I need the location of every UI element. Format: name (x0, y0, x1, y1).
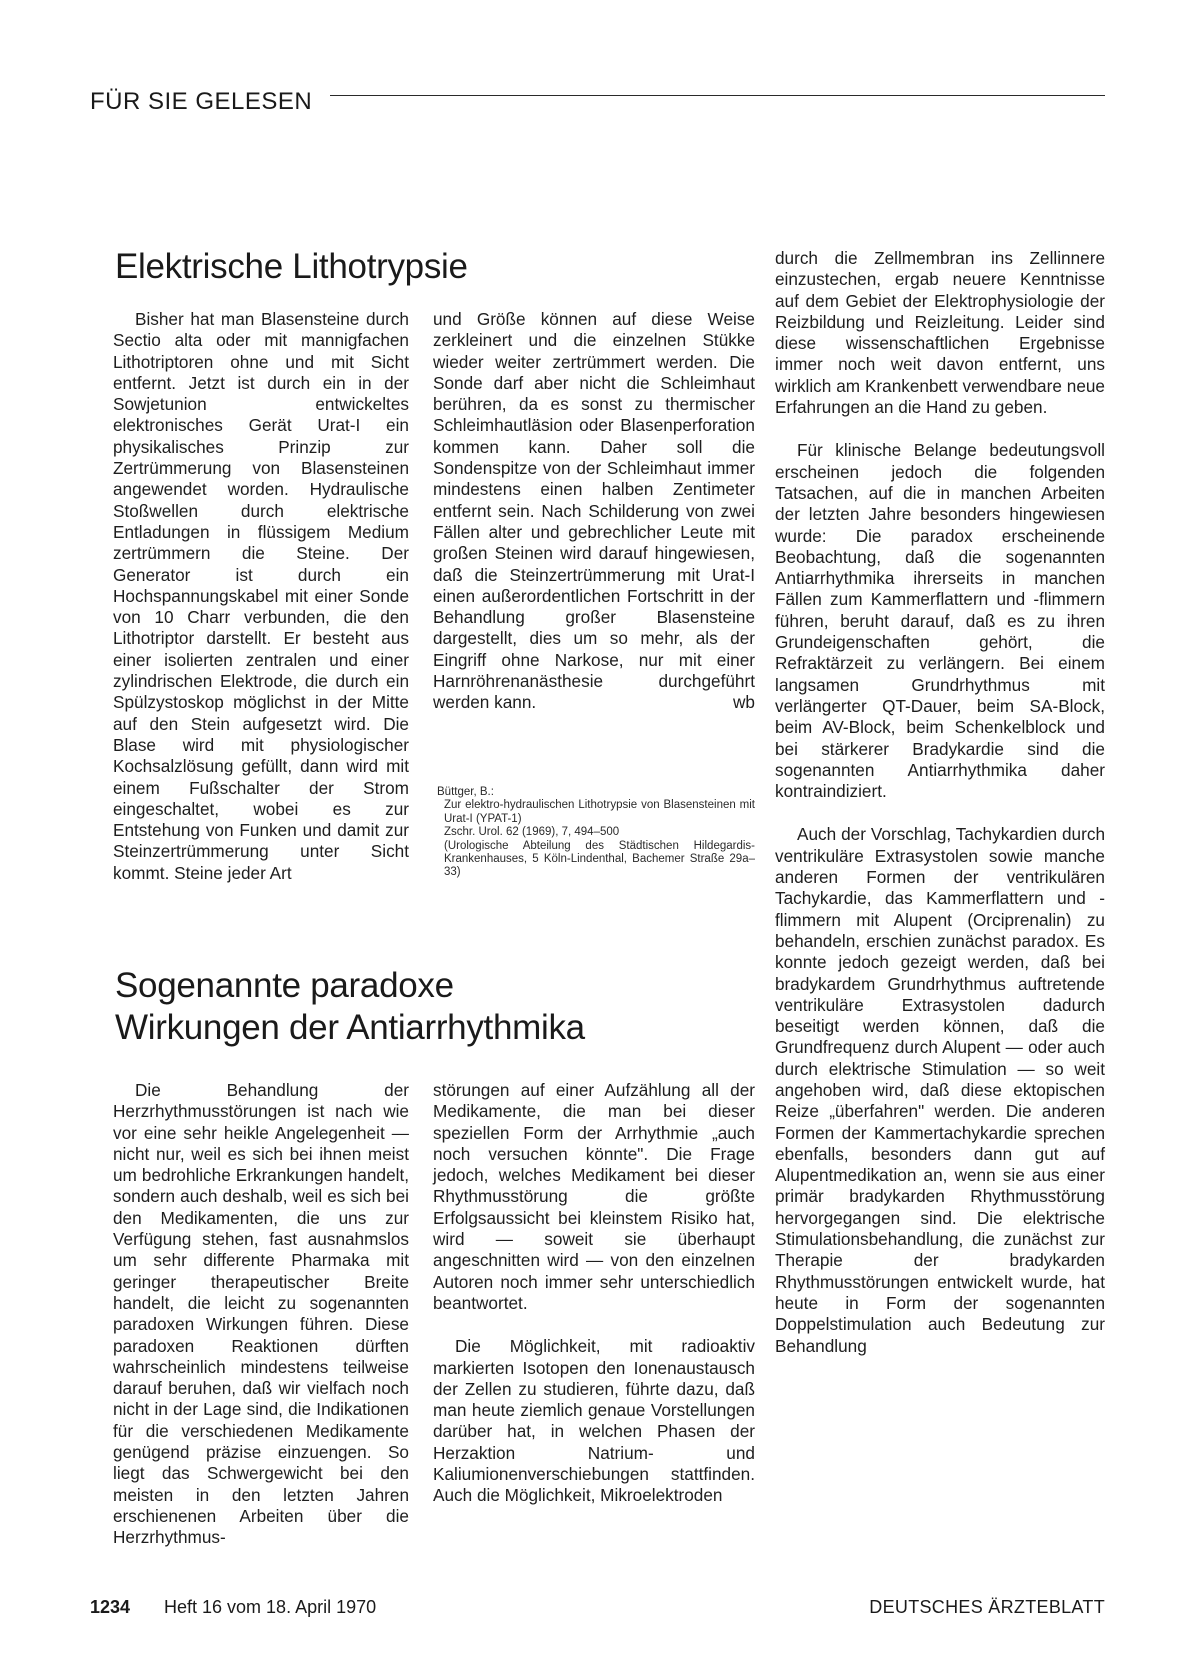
article1-title: Elektrische Lithotrypsie (115, 247, 468, 286)
header-rule (330, 95, 1105, 96)
page-number: 1234 (90, 1597, 131, 1617)
article1-col1 (113, 309, 409, 884)
article2-col3 (775, 248, 1105, 1357)
issue-info: Heft 16 vom 18. April 1970 (164, 1597, 377, 1617)
reference-journal: Zschr. Urol. 62 (1969), 7, 494–500 (444, 826, 620, 839)
reference-title: Zur elektro-hydraulischen Lithotrypsie von Blasensteinen mit Urat-I (YPAT-1) (444, 799, 755, 825)
article2-title-line2: Wirkungen der Antiarrhythmika (115, 1008, 585, 1047)
article1-col2 (433, 309, 755, 714)
article2-col2 (433, 1080, 755, 1507)
article2-col3-p1: durch die Zellmembran ins Zellinnere einzustechen, ergab neuere Kenntnisse auf dem Gebiet der Elektrophysiologie der Reizbildung und Reizleitung. Leider sind diese wissenschaftlichen Ergebnisse immer noch weit davon entfernt, uns wirklich am Krankenbett verwendbare neue Erfahrungen an die Hand zu geben. (775, 248, 1105, 418)
article2-col2-p1: störungen auf einer Aufzählung all der Medikamente, die man bei dieser speziellen Form der Arrhythmie „auch noch versuchen könnte". Die Frage jedoch, welches Medikament bei dieser Rhythmusstörung die größte Erfolgsaussicht bei kleinstem Risiko hat, wird — soweit sie überhaupt angeschnitten wird — von den einzelnen Autoren noch immer sehr unterschiedlich beantwortet. (433, 1080, 755, 1313)
article2-title-line1: Sogenannte paradoxe (115, 966, 454, 1005)
article2-col1-text: Die Behandlung der Herzrhythmusstörungen ist nach wie vor eine sehr heikle Angelegenheit — nicht nur, weil es sich bei ihnen meist um bedrohliche Erkrankungen handelt, sondern auch deshalb, weil es sich bei den Medikamenten, die uns zur Verfügung stehen, fast ausnahmslos um sehr differente Pharmaka mit geringer therapeutischer Breite handelt, die leicht zu sogenannten paradoxen Wirkungen führen. Diese paradoxen Reaktionen dürften wahrscheinlich mindestens teilweise darauf beruhen, daß wir vielfach noch nicht in der Lage sind, die Indikationen für die verschiedenen Medikamente genügend präzise einzuengen. So liegt das Schwergewicht bei den meisten in den letzten Jahren erschienenen Arbeiten über die Herzrhythmus- (113, 1080, 409, 1548)
reference-author: Büttger, B.: (437, 786, 494, 798)
article1-col1-text: Bisher hat man Blasensteine durch Sectio alta oder mit mannigfachen Lithotriptoren ohne und mit Sicht entfernt. Jetzt ist durch ein in der Sowjetunion entwickeltes elektronisches Gerät Urat-I ein physikalisches Prinzip zur Zertrümmerung von Blasensteinen angewendet worden. Hydraulische Stoßwellen durch elektrische Entladungen in flüssigem Medium zertrümmern die Steine. Der Generator ist durch ein Hochspannungskabel mit einer Sonde von 10 Charr verbunden, die den Lithotriptor darstellt. Er besteht aus einer isolierten zentralen und einer zylindrischen Elektrode, die durch ein Spülzystoskop möglichst in der Mitte auf den Stein aufgesetzt wird. Die Blase wird mit physiologischer Kochsalzlösung gefüllt, dann wird mit einem Fußschalter der Strom eingeschaltet, wobei es zur Entstehung von Funken und damit zur Steinzertrümmerung unter Sicht kommt. Steine jeder Art (113, 309, 409, 883)
journal-name: DEUTSCHES ÄRZTEBLATT (869, 1597, 1105, 1617)
article2-col3-p3: Auch der Vorschlag, Tachykardien durch ventrikuläre Extrasystolen sowie manche anderen Formen der ventrikulären Tachykardie, das Kammerflattern und -flimmern mit Alupent (Orciprenalin) zu behandeln, erschien zunächst paradox. Es konnte jedoch gezeigt werden, daß bei bradykardem Grundrhythmus auftretende ventrikuläre Extrasystolen dadurch beseitigt werden können, daß die Grundfrequenz durch Alupent — oder auch durch elektrische Stimulation — so weit angehoben wird, daß diese ektopischen Reize „überfahren" werden. Die anderen Formen der Kammertachykardie sprechen ebenfalls, besonders dann gut auf Alupentmedikation an, wenn sie aus einer primär bradykarden Rhythmusstörung hervorgegangen sind. Die elektrische Stimulationsbehandlung, die zunächst zur Therapie der bradykarden Rhythmusstörungen entwickelt wurde, hat heute in Form der sogenannten Doppelstimulation auch Bedeutung zur Behandlung (775, 824, 1105, 1356)
article2-col1 (113, 1080, 409, 1549)
section-label: FÜR SIE GELESEN (90, 88, 313, 115)
article2-col3-p2: Für klinische Belange bedeutungsvoll erscheinen jedoch die folgenden Tatsachen, auf die in manchen Arbeiten der letzten Jahre besonders hingewiesen wurde: Die paradox erscheinende Beobachtung, daß die sogenannten Antiarrhythmika ihrerseits in manchen Fällen zum Kammerflattern und -flimmern führen, beruht darauf, daß es zu ihren Grundeigenschaften gehört, die Refraktärzeit zu verlängern. Bei einem langsamen Grundrhythmus mit verlängerter QT-Dauer, beim SA-Block, beim AV-Block, beim Schenkelblock und bei stärkerer Bradykardie sind die sogenannten Antiarrhythmika daher kontraindiziert. (775, 440, 1105, 802)
article2-col2-p2: Die Möglichkeit, mit radioaktiv markierten Isotopen den Ionenaustausch der Zellen zu studieren, führte dazu, daß man heute ziemlich genaue Vorstellungen darüber hat, in welchen Phasen der Herzaktion Natrium- und Kaliumionenverschiebungen stattfinden. Auch die Möglichkeit, Mikroelektroden (433, 1336, 755, 1506)
article1-col2-text: und Größe können auf diese Weise zerkleinert und die einzelnen Stükke wieder weiter zertrümmert werden. Die Sonde darf aber nicht die Schleimhaut berühren, da es sonst zu thermischer Schleimhautläsion oder Blasenperforation kommen kann. Daher soll die Sondenspitze von der Schleimhaut immer mindestens einen halben Zentimeter entfernt sein. Nach Schilderung von zwei Fällen alter und gebrechlicher Leute mit großen Steinen wird darauf hingewiesen, daß die Steinzertrümmerung mit Urat-I einen außerordentlichen Fortschritt in der Behandlung großer Blasensteine dargestellt, dies um so mehr, als der Eingriff ohne Narkose, nur mit einer Harnröhrenanästhesie durchgeführt werden kann. (433, 309, 755, 713)
reference-address: (Urologische Abteilung des Städtischen Hildegardis-Krankenhauses, 5 Köln-Lindenthal, Bachemer Straße 29a–33) (444, 839, 755, 879)
author-signature: wb (733, 692, 755, 713)
article1-col2-body (433, 309, 755, 714)
article1-reference (437, 786, 755, 880)
